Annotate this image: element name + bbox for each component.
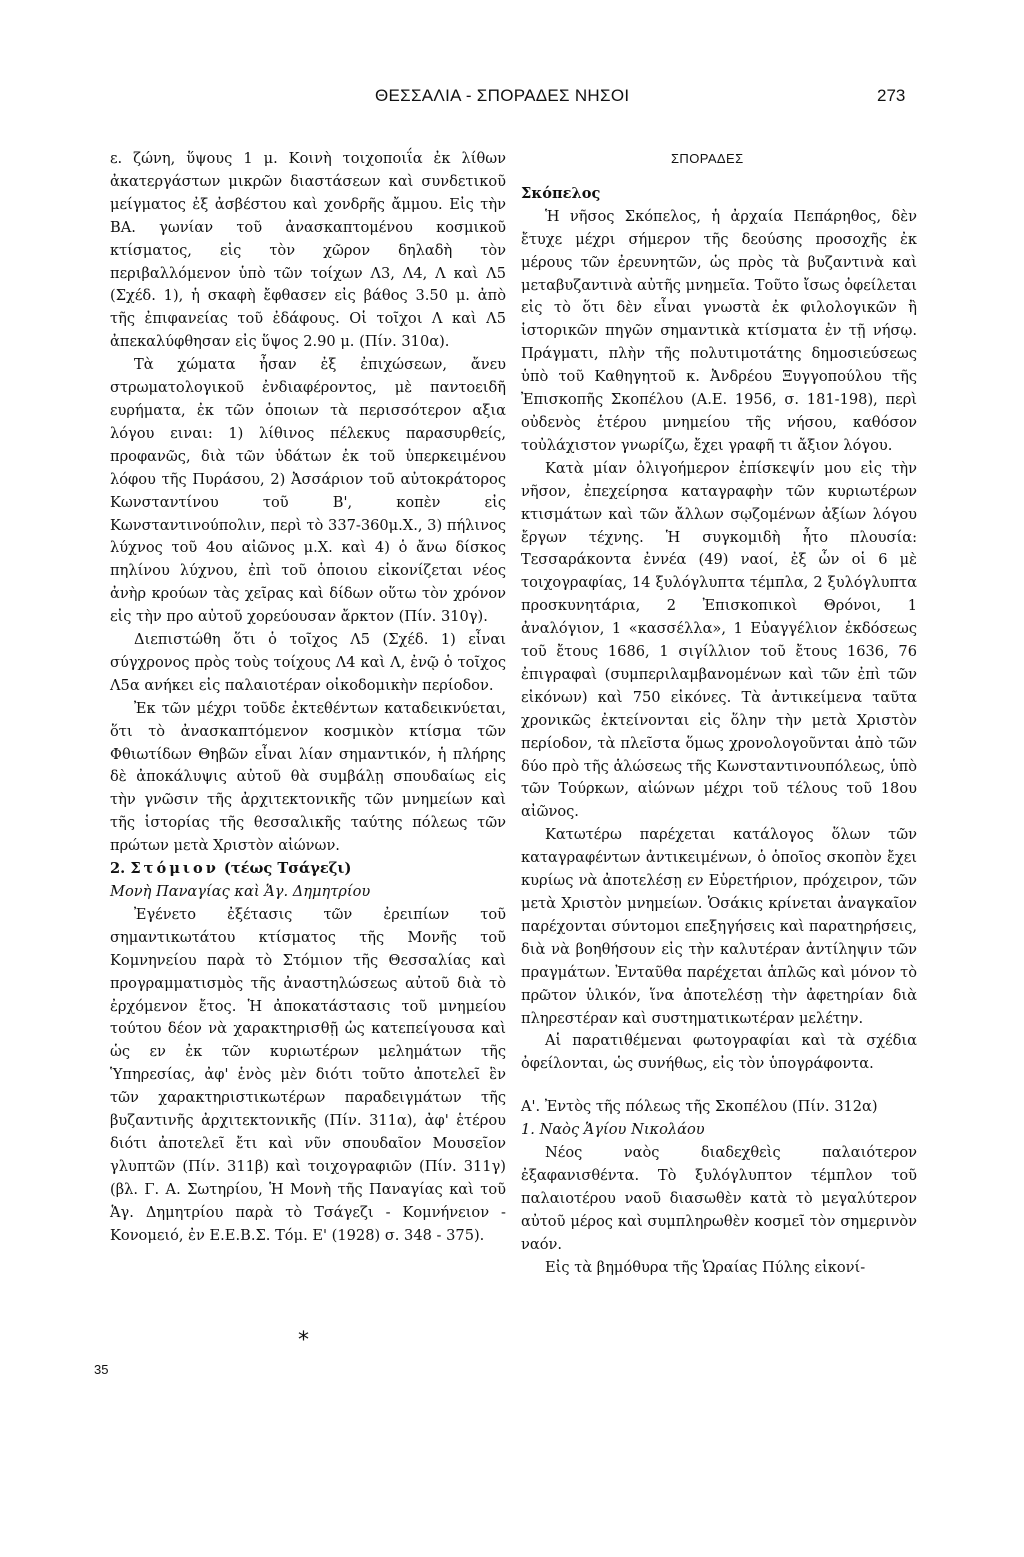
monastery-title: Μονὴ Παναγίας καὶ Ἁγ. Δημητρίου <box>110 883 371 900</box>
right-paragraph-3: Κατωτέρω παρέχεται κατάλογος ὅλων τῶν καταγραφέντων ἀντικειμένων, ὁ ὁποῖος σκοπὸν ἔχει κυρίως νὰ ἀποτελέσῃ εν Εὑρετήριον, πρόχειρον, τῶν μετὰ Χριστὸν μνημείων. Ὁσάκις κρίνεται ἀναγκαῖον παρέχονται σύντομοι επεξηγήσεις καὶ παρατηρήσεις, διὰ νὰ βοηθήσουν εἰς τὴν καλυτέραν ἀντίληψιν τῶν πραγμάτων. Ἐνταῦθα παρέχεται ἁπλῶς καὶ μόνον τὸ πρῶτον ὑλικόν, ἵνα ἀποτελέσῃ τὴν ἀφετηρίαν διὰ πληρεστέραν καὶ συστηματικωτέραν μελέτην. <box>521 826 918 1027</box>
section-a-heading: Α'. Ἐντὸς τῆς πόλεως τῆς Σκοπέλου (Πίν. 312α) <box>521 1098 878 1116</box>
page-number: 273 <box>877 86 906 105</box>
section-2-subtitle: (τέως Τσάγεζι) <box>223 860 352 878</box>
left-paragraph-5: Ἐγένετο ἐξέτασις τῶν ἐρειπίων τοῦ σημαντικωτάτου κτίσματος τῆς Μονῆς τοῦ Κομνηνείου παρὰ τὸ Στόμιον τῆς Θεσσαλίας καὶ προγραμματισμὸς τῆς ἀναστηλώσεως αὐτοῦ διὰ τὸ ἐρχόμενον ἔτος. Ἡ ἀποκατάστασις τοῦ μνημείου τούτου δέον νὰ χαρακτηρισθῇ ὡς κατεπείγουσα καὶ ὡς εν ἐκ τῶν κυριωτέρων μελημάτων τῆς Ὑπηρεσίας, ἀφ' ἑνὸς μὲν διότι τοῦτο ἀποτελεῖ ἓν τῶν χαρακτηριστικωτέρων παραδειγμάτων τῆς βυζαντινῆς ἀρχιτεκτονικῆς (Πίν. 311α), ἀφ' ἑτέρου διότι ἀποτελεῖ ἔτι καὶ νῦν σπουδαῖον Μουσεῖον γλυπτῶν (Πίν. 311β) καὶ τοιχογραφιῶν (Πίν. 311γ) (βλ. Γ. Α. Σωτηρίου, Ἡ Μονὴ τῆς Παναγίας καὶ τοῦ Ἁγ. Δημητρίου παρὰ τὸ Τσάγεζι - Κομνήνειον - Κονομειό, ἐν Ε.Ε.Β.Σ. Τόμ. Ε' (1928) σ. 348 - 375). <box>110 905 506 1244</box>
left-paragraph-2: Τὰ χώματα ἦσαν ἐξ ἐπιχώσεων, ἄνευ στρωματολογικοῦ ἐνδιαφέροντος, μὲ παντοειδῆ ευρήματα, ἐκ τῶν ὁποιων τὰ περισσότερον αξια λόγου ειναι: 1) λίθινος πέλεκυς παρασυρθείς, προφανῶς, διὰ τῶν ὑδάτων ἐκ τοῦ ὑπερκειμένου λόφου τῆς Πυράσου, 2) Ἀσσάριον τοῦ αὐτοκράτορος Κωνσταντίνου τοῦ Β', κοπὲν εἰς Κωνσταντινούπολιν, περὶ τὸ 337-360μ.Χ., 3) πήλινος λύχνος τοῦ 4ου αἰῶνος μ.Χ. καὶ 4) ὁ ἄνω δίσκος πηλίνου λύχνου, ἐπὶ τοῦ ὁποιου εἰκονίζεται νέος ἀνὴρ κρούων τὰς χεῖρας καὶ δίδων οὕτω τὸν χρόνον εἰς τὴν προ αὐτοῦ χορεύουσαν ἄρκτον (Πίν. 310γ). <box>110 356 506 626</box>
right-paragraph-5: Νέος ναὸς διαδεχθεὶς παλαιότερον ἐξαφανισθέντα. Τὸ ξυλόγλυπτον τέμπλον τοῦ παλαιοτέρου ναοῦ διασωθὲν κατὰ τὸ μεγαλύτερον αὐτοῦ μέρος καὶ συμπληρωθὲν κοσμεῖ τὸν σημερινὸν ναόν. <box>521 1144 917 1253</box>
left-paragraph-4: Ἐκ τῶν μέχρι τοῦδε ἐκτεθέντων καταδεικνύεται, ὅτι τὸ ἀνασκαπτόμενον κοσμικὸν κτίσμα τῶν Φθιωτίδων Θηβῶν εἶναι λίαν σημαντικόν, ἡ πλήρης δὲ ἀποκάλυψις αὐτοῦ θὰ συμβάλῃ σπουδαίως εἰς τὴν γνῶσιν τῆς ἀρχιτεκτονικῆς τῶν μνημείων καὶ τῆς ἱστορίας τῆς θεσσαλικῆς ταύτης πόλεως τῶν πρώτων μετὰ Χριστὸν αἰώνων. <box>110 699 506 855</box>
right-paragraph-1: Ἡ νῆσος Σκόπελος, ἡ ἀρχαία Πεπάρηθος, δὲν ἔτυχε μέχρι σήμερον τῆς δεούσης προσοχῆς ἐκ μέρους τῶν ἐρευνητῶν, ὡς πρὸς τὰ βυζαντινὰ καὶ μεταβυζαντινὰ αὐτῆς μνημεῖα. Τοῦτο ἴσως ὀφείλεται εἰς τὸ ὅτι δὲν εἶναι γνωστὰ ἐκ φιλολογικῶν ἢ ἱστορικῶν πηγῶν σημαντικὰ κτίσματα ἐν τῇ νήσῳ. Πράγματι, πλὴν τῆς πολυτιμοτάτης δημοσιεύσεως ὑπὸ τοῦ Καθηγητοῦ κ. Ἀνδρέου Ξυγγοπούλου τῆς Ἐπισκοπῆς Σκοπέλου (Α.Ε. 1956, σ. 181-198), περὶ οὐδενὸς ἑτέρου μνημείου τῆς νήσου, καθόσον τοὐλάχιστον γνωρίζω, ἔχει γραφῆ τι ἄξιον λόγου. <box>521 207 917 454</box>
left-paragraph-3: Διεπιστώθη ὅτι ὁ τοῖχος Λ5 (Σχέδ. 1) εἶναι σύγχρονος πρὸς τοὺς τοίχους Λ4 καὶ Λ, ἐνῷ ὁ τοῖχος Λ5α ανήκει εἰς παλαιοτέραν οἰκοδομικὴν περίοδον. <box>110 631 506 694</box>
asterisk-separator: * <box>298 1328 309 1353</box>
right-paragraph-2: Κατὰ μίαν ὀλιγοήμερον ἐπίσκεψίν μου εἰς τὴν νῆσον, ἐπεχείρησα καταγραφὴν τῶν κυριωτέρων κτισμάτων καὶ τῶν ἄλλων σῳζομένων ἀξίων λόγου ἔργων τέχνης. Ἡ συγκομιδὴ ἦτο πλουσία: Τεσσαράκοντα ἐννέα (49) ναοί, ἐξ ὧν οἱ 6 μὲ τοιχογραφίας, 14 ξυλόγλυπτα τέμπλα, 2 ξυλόγλυπτα προσκυνητάρια, 2 Ἐπισκοπικοὶ Θρόνοι, 1 ἀναλόγιον, 1 «κασσέλλα», 1 Εὐαγγέλιον ἐκδόσεως τοῦ ἔτους 1686, 1 σιγίλλιον τοῦ ἔτους 1636, 76 ἐπιγραφαὶ (συμπεριλαμβανομένων καὶ τῶν ἐπὶ τῶν εἰκόνων) καὶ 750 εἰκόνες. Τὰ ἀντικείμενα ταῦτα χρονικῶς ἐκτείνονται εἰς ὅλην τὴν μετὰ Χριστὸν περίοδον, τὰ πλεῖστα ὅμως χρονολογοῦνται ἀπὸ τῶν δύο πρὸ τῆς ἁλώσεως τῆς Κωνσταντινουπόλεως, ὑπὸ τῶν Τούρκων, αἰώνων μέχρι τοῦ τέλους τοῦ 18ου αἰῶνος. <box>521 459 917 821</box>
section-2-heading <box>110 858 506 881</box>
church-heading: 1. Ναὸς Ἁγίου Νικολάου <box>521 1121 705 1139</box>
right-paragraph-6: Εἰς τὰ βημόθυρα τῆς Ὡραίας Πύλης εἰκονί- <box>545 1258 866 1276</box>
section-heading-sporades: ΣΠΟΡΑΔΕΣ <box>671 151 744 166</box>
running-head: ΘΕΣΣΑΛΙΑ - ΣΠΟΡΑΔΕΣ ΝΗΣΟΙ <box>375 86 630 105</box>
signature-mark: 35 <box>94 1362 109 1377</box>
section-2-name: Στόμιον <box>130 860 219 878</box>
right-paragraph-4: Αἱ παρατιθέμεναι φωτογραφίαι καὶ τὰ σχέδια ὀφείλονται, ὡς συνήθως, εἰς τὸν ὑπογράφοντα. <box>521 1032 917 1073</box>
section-2-number: 2. <box>110 860 126 878</box>
left-column <box>110 148 506 1248</box>
subsection-skopelos: Σκόπελος <box>521 184 601 202</box>
left-paragraph-1: ε. ζώνη, ὕψους 1 μ. Κοινὴ τοιχοποιΐα ἐκ λίθων ἀκατεργάστων μικρῶν διαστάσεων καὶ συνδετικοῦ μείγματος ἐξ ἀσβέστου καὶ χονδρῆς ἄμμου. Εἰς τὴν ΒΑ. γωνίαν τοῦ ἀνασκαπτομένου κοσμικοῦ κτίσματος, εἰς τὸν χῶρον δηλαδὴ τὸν περιβαλλόμενον ὑπὸ τῶν τοίχων Λ3, Λ4, Λ καὶ Λ5 (Σχέδ. 1), ἡ σκαφὴ ἔφθασεν εἰς βάθος 3.50 μ. ἀπὸ τῆς ἐπιφανείας τοῦ ἐδάφους. Οἱ τοῖχοι Λ καὶ Λ5 ἀπεκαλύφθησαν εἰς ὕψος 2.90 μ. (Πίν. 310α). <box>110 150 506 351</box>
right-column <box>521 148 917 1280</box>
